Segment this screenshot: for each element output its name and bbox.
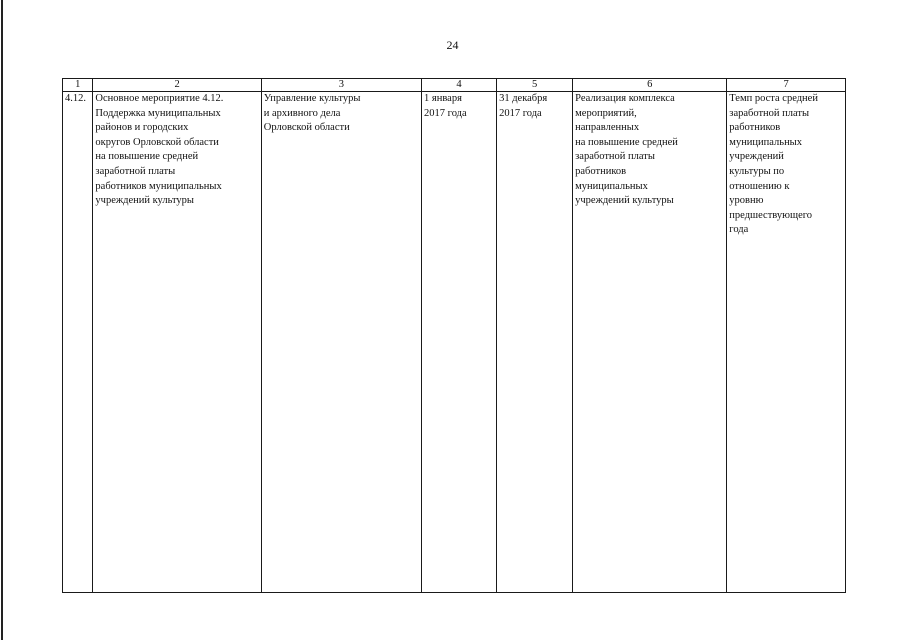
- table-header-row: [63, 79, 846, 92]
- row-number: 4.12.: [65, 93, 86, 104]
- indicator-cell: [727, 92, 846, 593]
- end-date-cell: [497, 92, 573, 593]
- column-header-4: 4: [422, 79, 497, 92]
- executor-cell: [261, 92, 421, 593]
- column-header-1: 1: [63, 79, 93, 92]
- page-number: 24: [446, 38, 459, 52]
- column-header-5: 5: [497, 79, 573, 92]
- expected-result-text: Реализация комплекса мероприятий, направленных на повышение средней заработной платы работников муниципальных учреждений культуры: [575, 93, 678, 207]
- row-number-cell: [63, 92, 93, 593]
- indicator-text: Темп роста средней заработной платы работников муниципальных учреждений культуры по отношению к уровню предшествующего года: [729, 93, 818, 236]
- column-header-2: 2: [93, 79, 261, 92]
- activity-cell: [93, 92, 261, 593]
- program-activities-table: [62, 78, 846, 593]
- executor-text: Управление культуры и архивного дела Орловской области: [263, 93, 361, 134]
- page-left-edge: [1, 0, 3, 640]
- start-date-text: 1 января 2017 года: [424, 93, 467, 119]
- column-header-6: 6: [573, 79, 727, 92]
- column-header-7: 7: [727, 79, 846, 92]
- table-row: [63, 92, 846, 593]
- start-date-cell: [422, 92, 497, 593]
- expected-result-cell: [573, 92, 727, 593]
- end-date-text: 31 декабря 2017 года: [499, 93, 548, 119]
- column-header-3: 3: [261, 79, 421, 92]
- activity-text: Основное мероприятие 4.12. Поддержка муниципальных районов и городских округов Орловской области на повышение средней заработной платы работников муниципальных учреждений культуры: [95, 93, 224, 207]
